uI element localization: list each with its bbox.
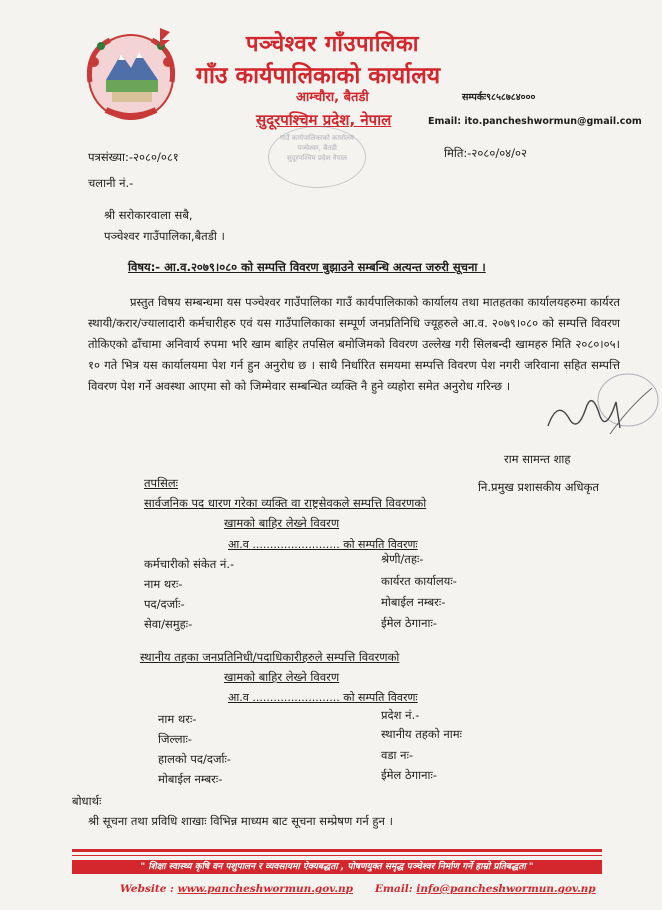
- stamp-line: गाउँ कार्यपालिकाको कार्यालय: [280, 134, 354, 142]
- field-label: मोबाईल नम्बरः-: [381, 595, 446, 609]
- stamp-line: सुदूरपश्चिम प्रदेश नेपाल: [286, 154, 348, 162]
- field-label: हालको पद/दर्जाः-: [158, 752, 231, 766]
- annex-label: तपसिलः: [144, 476, 178, 490]
- office-name: गाँउ कार्यपालिकाको कार्यालय: [196, 63, 441, 89]
- footer-email-label: Email:: [374, 883, 413, 895]
- footer-divider: [72, 849, 602, 852]
- recipient-line-1: श्री सरोकारवाला सबै,: [104, 208, 193, 222]
- annex-section-2-subheading: खामको बाहिर लेख्ने विवरण: [224, 670, 340, 684]
- stamp-line: पञ्चेश्वर, बैतडी: [297, 144, 337, 152]
- subject-line: विषय:- आ.व.२०७९।०८० को सम्पत्ति विवरण बुझाउने सम्बन्धि अत्यन्त जरुरी सूचना ।: [128, 260, 486, 274]
- field-label: ईमेल ठेगानाः-: [381, 616, 437, 630]
- signatory-name: राम सामन्त शाह: [504, 452, 571, 466]
- footer-divider: [72, 855, 602, 856]
- letter-date: मिति:-२०८०/०४/०२: [444, 146, 528, 160]
- field-label: स्थानीय तहको नामः: [381, 727, 462, 741]
- field-label: कर्मचारीको संकेत नं.-: [144, 557, 235, 571]
- annex-section-2-heading: स्थानीय तहका जनप्रतिनिधी/पदाधिकारीहरुले सम्पत्ति विवरणको: [140, 650, 400, 664]
- recipient-line-2: पञ्चेश्वर गाउँपालिका,बैतडी ।: [104, 229, 225, 243]
- field-label: प्रदेश नं.-: [381, 708, 420, 722]
- contact-number: सम्पर्कः९८५८७८४०००: [462, 92, 536, 103]
- field-label: जिल्लाः-: [158, 732, 192, 746]
- cc-label: बोधार्थः: [72, 794, 102, 808]
- footer-slogan: " शिक्षा स्वास्थ्य कृषि वन पशुपालन र व्यवसायमा ऐक्यबद्धता , पोषणयुक्त समृद्ध पञ्चेश्वर निर्माण गर्ने हाम्रो प्रतिबद्धता ": [72, 860, 602, 874]
- municipality-name: पञ्चेश्वर गाँउपालिका: [246, 32, 419, 57]
- field-label: पद/दर्जाः-: [144, 597, 185, 611]
- field-label: वडा नः-: [381, 748, 414, 762]
- office-stamp: [268, 126, 366, 188]
- reference-number: पत्रसंख्या:-२०८०/०८१: [88, 150, 179, 164]
- website-label: Website :: [120, 883, 174, 895]
- annex-section-2-year: आ.व ......................... को सम्पति विवरणः: [228, 691, 418, 704]
- field-label: कार्यरत कार्यालयः-: [381, 574, 457, 588]
- province-name: सुदूरपश्चिम प्रदेश, नेपाल: [256, 111, 392, 129]
- field-label: ईमेल ठेगानाः-: [381, 768, 437, 782]
- office-location: आम्चौरा, बैतडी: [296, 90, 369, 105]
- field-label: नाम थरः-: [158, 712, 197, 726]
- cc-line: श्री सूचना तथा प्रविधि शाखाः विभिन्न माध्यम बाट सूचना सम्प्रेषण गर्न हुन ।: [88, 814, 393, 828]
- nepal-emblem-icon: [76, 22, 186, 127]
- signature-mark-icon: [540, 368, 660, 448]
- signatory-title: नि.प्रमुख प्रशासकीय अधिकृत: [478, 480, 599, 494]
- field-label: श्रेणी/तहः-: [381, 552, 424, 566]
- dispatch-number: चलानी नं.-: [88, 176, 134, 190]
- annex-section-1-year: आ.व ......................... को सम्पति विवरणः: [228, 538, 418, 551]
- header-email: Email: ito.pancheshwormun@gmail.com: [428, 116, 642, 127]
- annex-section-1-heading: सार्वजनिक पद धारण गरेका व्यक्ति वा राष्ट्रसेवकले सम्पत्ति विवरणको: [144, 496, 427, 510]
- field-label: मोबाईल नम्बरः-: [158, 772, 223, 786]
- field-label: नाम थरः-: [144, 577, 183, 591]
- footer-email-link[interactable]: info@pancheshwormun.gov.np: [416, 883, 596, 895]
- field-label: सेवा/समुहः-: [144, 617, 193, 631]
- footer-links: [120, 883, 596, 895]
- website-link[interactable]: www.pancheshwormun.gov.np: [177, 883, 353, 895]
- body-text: प्रस्तुत विषय सम्बन्धमा यस पञ्चेश्वर गाउँपालिका गाउँ कार्यपालिकाको कार्यालय तथा मातहतका कार्यालयहरुमा कार्यरत स्थायी/करार/ज्यालादारी कर्मचारीहरु एवं यस गाउँपालिकाका सम्पूर्ण जनप्रतिनिधि ज्यूहरुले आ.व. २०७९।०८० को सम्पत्ति विवरण तोकिएको ढाँचामा अनिवार्य रुपमा भरि खाम बाहिर तपसिल बमोजिमको विवरण उल्लेख गरी सिलबन्दी खामहरु मिति २०८०।०५।१० गते भित्र यस कार्यालयमा पेश गर्न हुन अनुरोध छ । साथै निर्धारित समयमा सम्पत्ति विवरण पेश नगरी जरिवाना सहित सम्पत्ति विवरण पेश गर्ने अवस्था आएमा सो को जिम्मेवार सम्बन्धित व्यक्ति नै हुने व्यहोरा समेत अनुरोध गरिन्छ ।: [88, 295, 620, 393]
- annex-section-1-subheading: खामको बाहिर लेख्ने विवरण: [224, 516, 340, 530]
